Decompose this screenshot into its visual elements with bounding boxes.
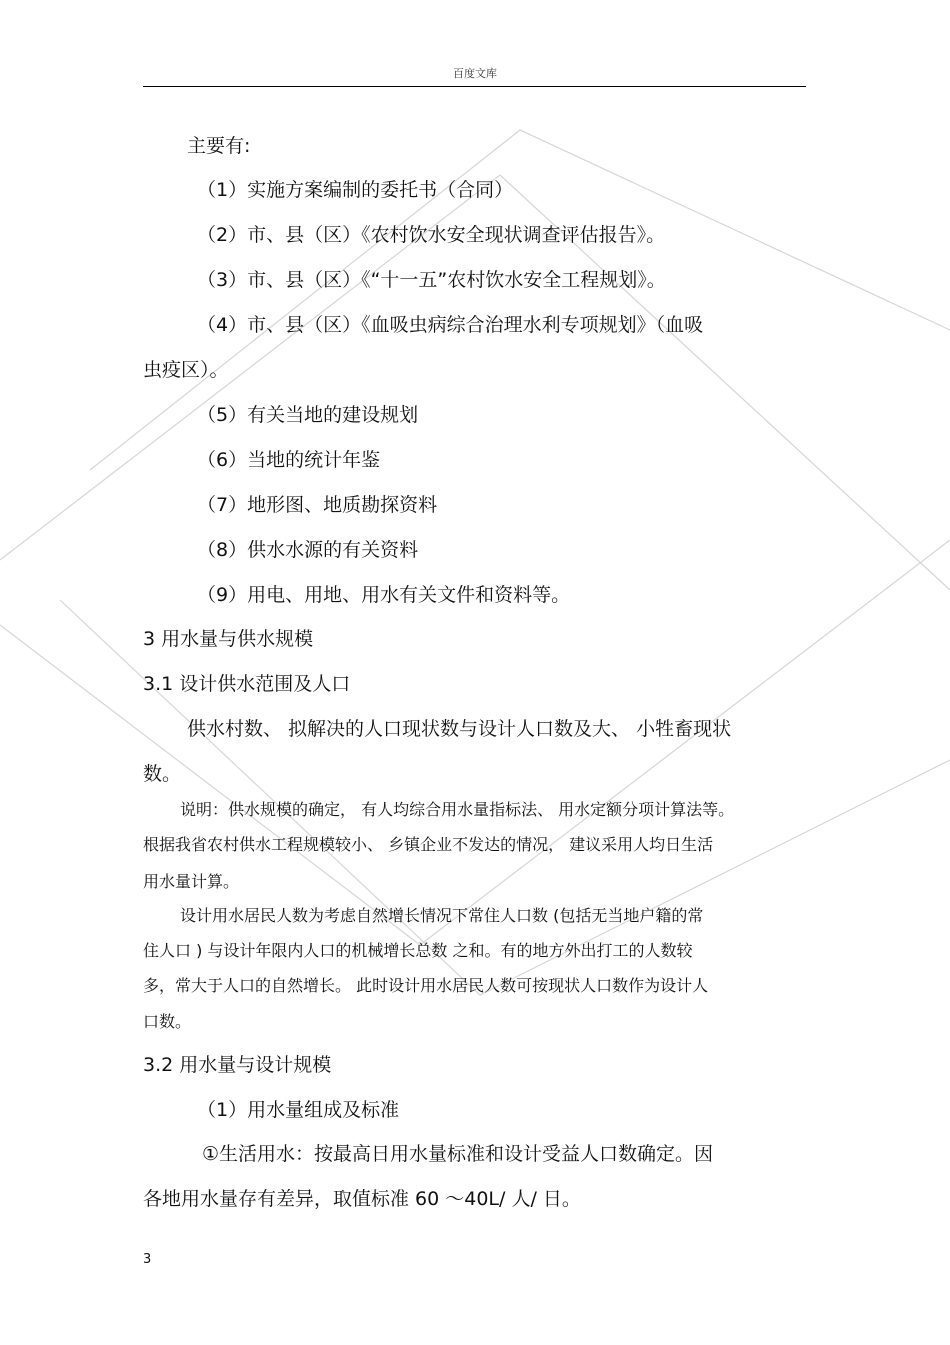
page-number: 3 [143,1252,152,1267]
list-item-continuation: 虫疫区）。 [143,359,229,381]
header-divider [143,86,806,87]
subsection-heading: 3.1 设计供水范围及人口 [143,673,351,695]
list-item: （1）实施方案编制的委托书（合同） [197,179,514,201]
paragraph-line: 供水村数、 拟解决的人口现状数与设计人口数及大、 小牲畜现状 [187,718,732,740]
list-item: （8）供水水源的有关资料 [197,539,419,561]
note-line: 口数。 [143,1012,192,1031]
note-line: 多，常大于人口的自然增长。 此时设计用水居民人数可按现状人口数作为设计人 [143,976,709,995]
note-line: 根据我省农村供水工程规模较小、 乡镇企业不发达的情况， 建议采用人均日生活 [143,835,714,854]
paragraph-line: 数。 [143,763,182,785]
list-item: （7）地形图、地质勘探资料 [197,494,438,516]
list-item: （2）市、县（区）《农村饮水安全现状调查评估报告》。 [197,224,666,246]
note-line: 住人口 ) 与设计年限内人口的机械增长总数 之和。有的地方外出打工的人数较 [143,941,693,960]
paragraph-line: 主要有: [187,135,251,157]
note-line: 说明：供水规模的确定， 有人均综合用水量指标法、 用水定额分项计算法等。 [180,800,735,819]
list-item: （6）当地的统计年鉴 [197,449,381,471]
note-line: 设计用水居民人数为考虑自然增长情况下常住人口数 (包括无当地户籍的常 [180,906,704,925]
list-item: （9）用电、用地、用水有关文件和资料等。 [197,584,571,606]
paragraph-line: 各地用水量存有差异，取值标准 60 ～40L/ 人/ 日。 [143,1188,581,1210]
paragraph-line: ①生活用水：按最高日用水量标准和设计受益人口数确定。因 [202,1143,714,1165]
list-item: （3）市、县（区）《“十一五”农村饮水安全工程规划》。 [197,269,666,291]
document-header-title: 百度文库 [453,67,497,80]
list-item: （5）有关当地的建设规划 [197,404,419,426]
section-heading: 3 用水量与供水规模 [143,628,314,650]
list-item: （4）市、县（区）《血吸虫病综合治理水利专项规划》（血吸 [197,314,704,336]
paragraph-line: （1）用水量组成及标准 [197,1099,400,1121]
subsection-heading: 3.2 用水量与设计规模 [143,1054,332,1076]
note-line: 用水量计算。 [143,872,240,891]
